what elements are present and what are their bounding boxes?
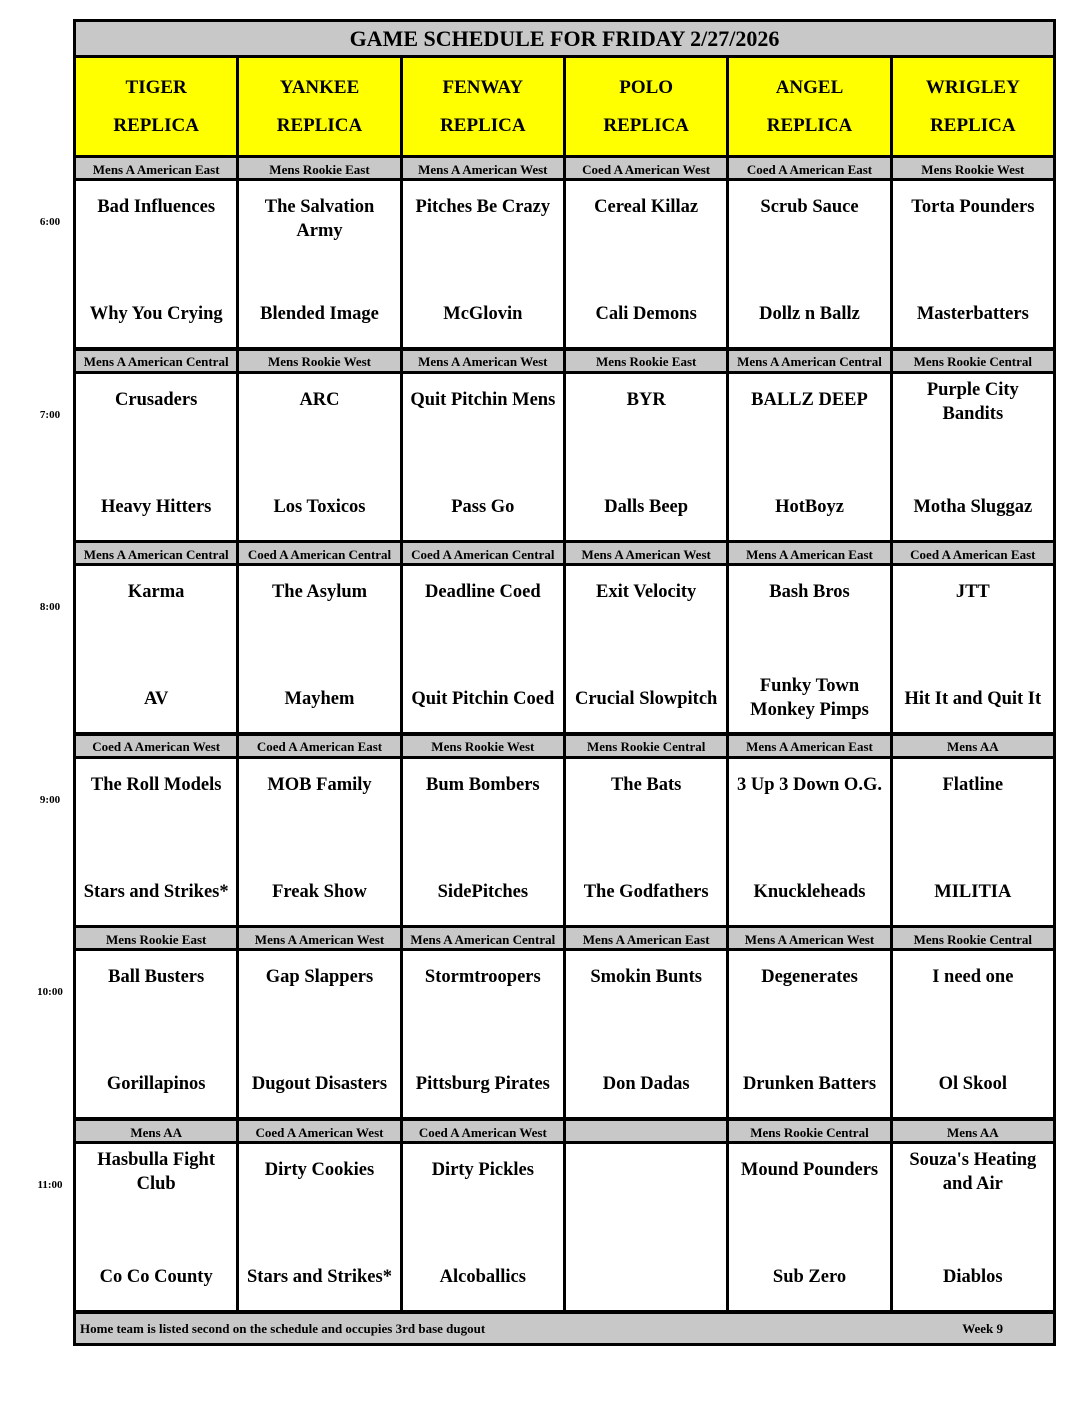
home-team: Gorillapinos: [106, 1074, 206, 1095]
home-team: Stars and Strikes*: [83, 881, 229, 902]
game-cell: [729, 374, 889, 540]
time-label: 11:00: [37, 1179, 63, 1191]
home-team: SidePitches: [437, 881, 529, 902]
home-team: Crucial Slowpitch: [574, 689, 718, 710]
division-label: Coed A American Central: [403, 543, 563, 563]
time-label: 8:00: [39, 601, 61, 614]
away-team: Flatline: [942, 774, 1004, 795]
home-team: Drunken Batters: [742, 1074, 877, 1095]
away-team: Quit Pitchin Mens: [410, 389, 556, 410]
game-cell: [239, 181, 399, 347]
game-cell: [403, 1144, 563, 1310]
field-name: YANKEE: [279, 76, 360, 98]
division-label: Mens A American West: [403, 158, 563, 178]
home-team: Diablos: [943, 1266, 1003, 1287]
away-team: MOB Family: [267, 774, 372, 795]
field-sub: REPLICA: [440, 114, 526, 136]
division-label: Mens A American Central: [76, 351, 236, 371]
game-cell: [76, 759, 236, 925]
game-cell: [76, 374, 236, 540]
away-team: BALLZ DEEP: [751, 389, 868, 410]
home-team: Don Dadas: [602, 1074, 690, 1095]
division-label: Coed A American Central: [239, 543, 399, 563]
time-slot: [76, 351, 1053, 540]
field-name: WRIGLEY: [925, 76, 1020, 98]
time-label: 6:00: [39, 216, 61, 228]
game-cell: [239, 951, 399, 1117]
home-team: Co Co County: [99, 1266, 213, 1287]
home-team: Funky Town Monkey Pimps: [750, 676, 869, 721]
away-team: Torta Pounders: [911, 197, 1035, 217]
away-team: Stormtroopers: [424, 967, 541, 988]
away-team: ARC: [299, 389, 340, 410]
footer-bar: [76, 1314, 1053, 1343]
home-team: Cali Demons: [595, 303, 697, 324]
division-label: Mens Rookie East: [76, 928, 236, 948]
time-slot: [76, 736, 1053, 925]
field-sub: REPLICA: [766, 114, 853, 136]
game-cell: [76, 951, 236, 1117]
field-name: POLO: [619, 76, 674, 98]
home-team: Blended Image: [260, 303, 379, 324]
game-cell: [239, 1144, 399, 1310]
home-team: Masterbatters: [916, 303, 1029, 324]
game-cell: [729, 566, 889, 732]
game-row: [76, 1144, 1053, 1310]
field-header-5: [893, 58, 1053, 155]
footer-note: Home team is listed second on the schedule and occupies 3rd base dugout: [80, 1320, 486, 1336]
game-cell: [893, 374, 1053, 540]
game-row: [76, 374, 1053, 540]
division-row: [76, 736, 1053, 756]
away-team: Degenerates: [761, 967, 858, 988]
division-row: [76, 351, 1053, 371]
division-label: Mens Rookie Central: [729, 1121, 889, 1141]
field-header-1: [239, 58, 399, 155]
home-team: Dalls Beep: [604, 496, 689, 517]
field-sub: REPLICA: [276, 114, 363, 136]
division-label: Mens A American Central: [403, 928, 563, 948]
home-team: Mayhem: [284, 689, 355, 710]
game-cell: [729, 759, 889, 925]
game-cell: [566, 951, 726, 1117]
home-team: Knuckleheads: [753, 881, 866, 902]
home-team: Motha Sluggaz: [913, 496, 1033, 517]
game-row: [76, 759, 1053, 925]
home-team: Stars and Strikes*: [247, 1266, 392, 1287]
field-header-4: [729, 58, 889, 155]
away-team: [566, 1144, 726, 1227]
away-team: Bum Bombers: [426, 774, 540, 795]
game-cell: [566, 566, 726, 732]
division-label: Mens A American West: [729, 928, 889, 948]
home-team: Pass Go: [451, 496, 515, 517]
field-sub: REPLICA: [113, 114, 199, 136]
game-cell: [566, 181, 726, 347]
away-team: Deadline Coed: [425, 582, 541, 603]
field-header-0: [76, 58, 236, 155]
schedule-title: GAME SCHEDULE FOR FRIDAY 2/27/2026: [76, 22, 1053, 55]
game-cell: [239, 759, 399, 925]
away-team: The Bats: [610, 774, 682, 795]
field-sub: REPLICA: [930, 114, 1016, 136]
division-label: Mens A American Central: [76, 543, 236, 563]
division-label: Mens A American West: [403, 351, 563, 371]
time-slot: [76, 158, 1053, 347]
field-name: FENWAY: [442, 76, 524, 98]
division-label: Mens A American West: [239, 928, 399, 948]
division-label: Mens A American Central: [729, 351, 889, 371]
field-header-2: [403, 58, 563, 155]
game-cell: [893, 566, 1053, 732]
division-label: Mens AA: [76, 1121, 236, 1141]
division-label: Mens A American East: [729, 543, 889, 563]
game-cell: [566, 374, 726, 540]
away-team: Crusaders: [115, 389, 198, 410]
away-team: Ball Busters: [108, 967, 205, 988]
away-team: Exit Velocity: [596, 582, 697, 603]
field-header-row: [76, 58, 1053, 155]
home-team: AV: [143, 689, 169, 710]
field-name: ANGEL: [775, 76, 844, 98]
away-team: The Roll Models: [90, 774, 222, 795]
division-row: [76, 928, 1053, 948]
away-team: Bash Bros: [769, 582, 850, 603]
game-row: [76, 181, 1053, 347]
away-team: Purple City Bandits: [926, 379, 1019, 424]
division-label: Mens Rookie West: [893, 158, 1053, 178]
away-team: Smokin Bunts: [590, 967, 702, 988]
field-sub: REPLICA: [603, 114, 689, 136]
division-label: Mens Rookie Central: [566, 736, 726, 756]
away-team: BYR: [626, 389, 666, 410]
game-cell: [239, 374, 399, 540]
away-team: Scrub Sauce: [760, 197, 859, 217]
field-header-3: [566, 58, 726, 155]
game-row: [76, 951, 1053, 1117]
division-label: Mens AA: [893, 736, 1053, 756]
time-slot: [76, 543, 1053, 732]
home-team: Freak Show: [272, 881, 367, 902]
home-team: Dugout Disasters: [251, 1074, 388, 1095]
away-team: The Asylum: [271, 582, 368, 603]
division-label: Mens Rookie West: [403, 736, 563, 756]
away-team: Mound Pounders: [740, 1160, 879, 1180]
time-slot: [76, 928, 1053, 1117]
game-cell: [403, 759, 563, 925]
game-cell: [403, 374, 563, 540]
division-label: Mens A American West: [566, 543, 726, 563]
division-label: Mens Rookie East: [239, 158, 399, 178]
game-cell: [403, 951, 563, 1117]
division-label: Mens Rookie Central: [893, 928, 1053, 948]
game-cell: [729, 951, 889, 1117]
division-row: [76, 543, 1053, 563]
away-team: Hasbulla Fight Club: [97, 1150, 216, 1195]
game-cell: [893, 1144, 1053, 1310]
division-label: Mens Rookie East: [566, 351, 726, 371]
home-team: Quit Pitchin Coed: [411, 689, 555, 710]
division-label: Coed A American East: [893, 543, 1053, 563]
game-row: [76, 566, 1053, 732]
division-label: Mens Rookie Central: [893, 351, 1053, 371]
game-cell: [403, 181, 563, 347]
field-name: TIGER: [125, 76, 187, 98]
home-team: MILITIA: [934, 881, 1012, 902]
game-cell: [893, 759, 1053, 925]
home-team: HotBoyz: [775, 496, 844, 517]
time-label: 7:00: [39, 408, 61, 421]
home-team: Pittsburg Pirates: [415, 1074, 550, 1095]
game-cell: [76, 181, 236, 347]
game-cell: [76, 1144, 236, 1310]
division-label: Coed A American West: [239, 1121, 399, 1141]
away-team: Cereal Killaz: [594, 197, 699, 217]
home-team: The Godfathers: [583, 881, 709, 902]
away-team: Dirty Cookies: [264, 1160, 375, 1180]
division-label: Mens A American East: [76, 158, 236, 178]
home-team: Hit It and Quit It: [904, 689, 1042, 710]
away-team: 3 Up 3 Down O.G.: [737, 774, 882, 795]
game-cell: [76, 566, 236, 732]
home-team: Sub Zero: [772, 1266, 847, 1287]
division-row: [76, 158, 1053, 178]
game-cell: [239, 566, 399, 732]
game-cell: [403, 566, 563, 732]
away-team: Gap Slappers: [265, 967, 374, 988]
away-team: JTT: [955, 582, 990, 603]
game-cell: [566, 1144, 726, 1310]
away-team: The Salvation Army: [264, 197, 375, 242]
game-cell: [566, 759, 726, 925]
schedule-table: [73, 19, 1056, 1346]
home-team: McGlovin: [443, 303, 523, 324]
division-label: Mens A American East: [566, 928, 726, 948]
home-team: Ol Skool: [938, 1074, 1007, 1095]
division-label: Mens Rookie West: [239, 351, 399, 371]
home-team: Dollz n Ballz: [759, 303, 860, 324]
division-row: [76, 1121, 1053, 1141]
division-label: Coed A American East: [729, 158, 889, 178]
home-team: Why You Crying: [89, 303, 223, 324]
division-label: Mens AA: [893, 1121, 1053, 1141]
game-cell: [729, 181, 889, 347]
away-team: Dirty Pickles: [431, 1160, 534, 1180]
away-team: I need one: [932, 967, 1014, 988]
home-team: [566, 1227, 726, 1310]
division-label: Coed A American West: [76, 736, 236, 756]
division-label: [566, 1121, 726, 1141]
away-team: Souza's Heating and Air: [909, 1150, 1037, 1195]
game-cell: [893, 951, 1053, 1117]
game-cell: [893, 181, 1053, 347]
home-team: Heavy Hitters: [100, 496, 212, 517]
time-slot: [76, 1121, 1053, 1310]
division-label: Coed A American East: [239, 736, 399, 756]
division-label: Mens A American East: [729, 736, 889, 756]
home-team: Los Toxicos: [273, 496, 366, 517]
week-label: Week 9: [962, 1320, 1003, 1336]
away-team: Pitches Be Crazy: [415, 197, 551, 217]
division-label: Coed A American West: [566, 158, 726, 178]
home-team: Alcoballics: [439, 1266, 526, 1287]
away-team: Bad Influences: [97, 197, 216, 217]
away-team: Karma: [127, 582, 185, 603]
time-label: 9:00: [39, 793, 61, 806]
division-label: Coed A American West: [403, 1121, 563, 1141]
time-label: 10:00: [37, 986, 63, 999]
game-cell: [729, 1144, 889, 1310]
